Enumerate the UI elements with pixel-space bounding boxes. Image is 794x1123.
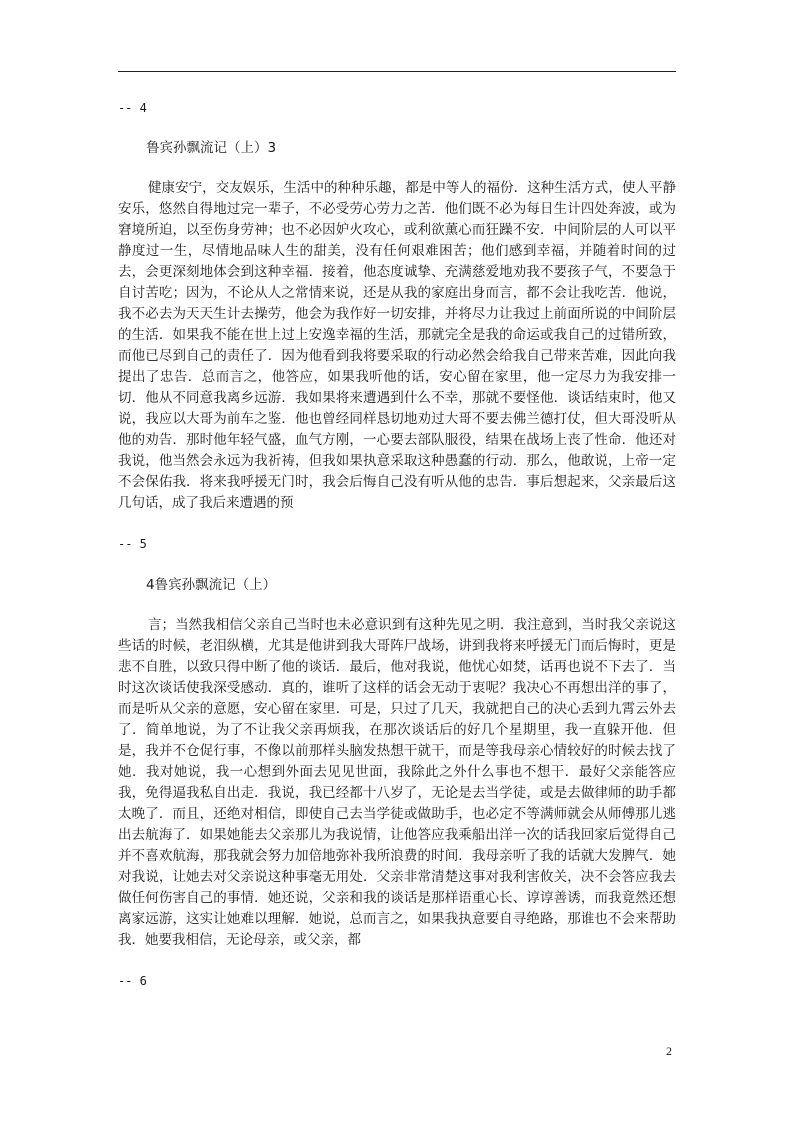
page-marker-4: -- 4 [118,101,147,115]
running-heading-3: 鲁宾孙飘流记（上）3 [146,140,277,156]
page-marker-6: -- 6 [118,974,147,988]
page-marker-5: -- 5 [118,537,147,551]
page-number: 2 [666,1044,672,1058]
header-rule [118,71,676,72]
body-paragraph-1: 健康安宁，交友娱乐，生活中的种种乐趣，都是中等人的福份．这种生活方式，使人平静安乐，悠然自得地过完一辈子，不必受劳心劳力之苦．他们既不必为每日生计四处奔波，或为窘境所迫，以至伤身劳神；也不必因妒火攻心，或利欲薰心而狂躁不安．中间阶层的人可以平静度过一生，尽情地品味人生的甜美，没有任何艰难困苦；他们感到幸福，并随着时间的过去，会更深刻地体会到这种幸福．接着，他态度诚挚、充满慈爱地劝我不要孩子气，不要急于自讨苦吃；因为，不论从人之常情来说，还是从我的家庭出身而言，都不会让我吃苦．他说，我不必去为天天生计去操劳，他会为我作好一切安排，并将尽力让我过上前面所说的中间阶层的生活．如果我不能在世上过上安逸幸福的生活，那就完全是我的命运或我自己的过错所致，而他已尽到自己的责任了．因为他看到我将要采取的行动必然会给我自己带来苦难，因此向我提出了忠告．总而言之，他答应，如果我听他的话，安心留在家里，他一定尽力为我安排一切．他从不同意我离乡远游．我如果将来遭遇到什么不幸，那就不要怪他．谈话结束时，他又说，我应以大哥为前车之鉴．他也曾经同样恳切地劝过大哥不要去佛兰德打仗，但大哥没听从他的劝告．那时他年轻气盛，血气方刚，一心要去部队服役，结果在战场上丧了性命．他还对我说，他当然会永远为我祈祷，但我如果执意采取这种愚蠢的行动．那么，他敢说，上帝一定不会保佑我．将来我呼援无门时，我会后悔自己没有听从他的忠告．事后想起来，父亲最后这几句话，成了我后来遭遇的预 [118,180,676,511]
running-heading-4: 4鲁宾孙飘流记（上） [146,577,277,593]
body-paragraph-2: 言；当然我相信父亲自己当时也未必意识到有这种先见之明．我注意到，当时我父亲说这些话的时候，老泪纵横，尤其是他讲到我大哥阵尸战场，讲到我将来呼援无门而后悔时，更是悲不自胜，以致只得中断了他的谈话．最后，他对我说，他忧心如焚，话再也说不下去了．当时这次谈话使我深受感动．真的，谁听了这样的话会无动于衷呢？我决心不再想出洋的事了，而是听从父亲的意愿，安心留在家里．可是，只过了几天，我就把自己的决心丢到九霄云外去了．简单地说，为了不让我父亲再烦我，在那次谈话后的好几个星期里，我一直躲开他．但是，我并不仓促行事，不像以前那样头脑发热想干就干，而是等我母亲心情较好的时候去找了她．我对她说，我一心想到外面去见见世面，我除此之外什么事也不想干．最好父亲能答应我，免得逼我私自出走．我说，我已经都十八岁了，无论是去当学徒，或是去做律师的助手都太晚了．而且，还绝对相信，即使自己去当学徒或做助手，也必定不等满师就会从师傅那儿逃出去航海了．如果她能去父亲那儿为我说情，让他答应我乘船出洋一次的话我回家后觉得自己并不喜欢航海，那我就会努力加倍地弥补我所浪费的时间．我母亲听了我的话就大发脾气．她对我说，让她去对父亲说这种事毫无用处．父亲非常清楚这事对我利害攸关，决不会答应我去做任何伤害自己的事情．她还说，父亲和我的谈话是那样语重心长、谆谆善诱，而我竟然还想离家远游，这实让她难以理解．她说，总而言之，如果我执意要自寻绝路，那谁也不会来帮助我．她要我相信，无论母亲，或父亲，都 [118,617,676,948]
